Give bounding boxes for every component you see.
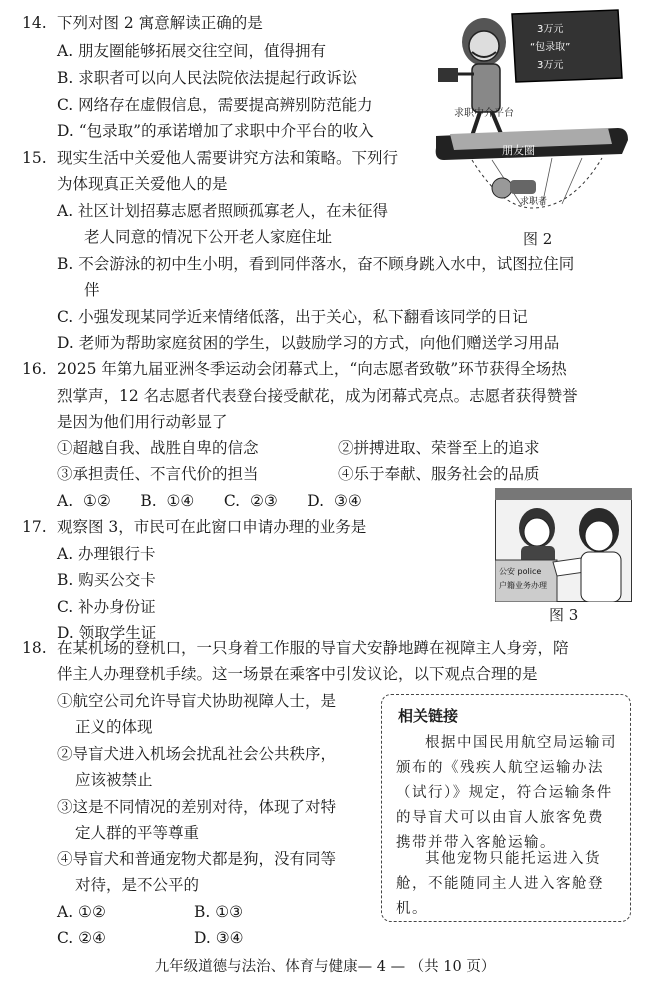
q18-choice-b: B. ①③ — [194, 903, 244, 921]
q18-choice-d: D. ③④ — [194, 929, 244, 947]
q16-statement-3: ③承担责任、不言代价的担当 — [57, 465, 259, 483]
figure-2-caption: 图 2 — [523, 230, 553, 248]
q15-option-a-line-1: A. 社区计划招募志愿者照顾孤寡老人，在未征得 — [57, 202, 389, 220]
q14-option-c: C. 网络存在虚假信息，需要提高辨别防范能力 — [57, 96, 373, 114]
q16-number: 16. — [22, 360, 47, 378]
fig3-window-label: 公安 police — [499, 567, 542, 576]
q18-statement-1-line-2: 正义的体现 — [75, 718, 153, 736]
related-link-box — [381, 694, 631, 922]
fig3-window-sign: 户籍业务办理 — [499, 581, 547, 590]
q18-stem-line-2: 伴主人办理登机手续。这一场景在乘客中引发议论，以下观点合理的是 — [57, 665, 538, 683]
q18-statement-3-line-1: ③这是不同情况的差别对待，体现了对特 — [57, 798, 337, 816]
figure-2-cartoon — [432, 8, 632, 223]
fig2-sign-text-3: 3万元 — [537, 60, 564, 71]
fig2-sign-text-1: 3万元 — [537, 24, 564, 35]
related-link-paragraph-1: 根据中国民用航空局运输司颁布的《残疾人航空运输办法（试行）》规定，符合运输条件的导盲犬可以由盲人旅客免费携带并带入客舱运输。 — [396, 735, 617, 851]
fig2-phone-label: 朋友圈 — [502, 144, 535, 157]
q15-option-d: D. 老师为帮助家庭贫困的学生，以鼓励学习的方式，向他们赠送学习用品 — [57, 334, 560, 352]
q16-stem-line-2: 烈掌声，12 名志愿者代表登台接受献花，成为闭幕式亮点。志愿者获得赞誉 — [57, 387, 578, 405]
q17-stem: 观察图 3，市民可在此窗口申请办理的业务是 — [57, 518, 367, 536]
fig2-jobseeker-label: 求职者 — [520, 197, 548, 207]
fig2-sign-text-2: “包录取” — [530, 42, 571, 53]
q16-choices: A. ①② B. ①④ C. ②③ D. ③④ — [57, 492, 362, 510]
related-link-paragraph-2: 其他宠物只能托运进入货舱，不能随同主人进入客舱登机。 — [396, 851, 604, 917]
q16-stem-line-3: 是因为他们用行动彰显了 — [57, 413, 228, 431]
q15-option-c: C. 小强发现某同学近来情绪低落，出于关心，私下翻看该同学的日记 — [57, 308, 528, 326]
figure-3-cartoon — [495, 488, 632, 602]
q18-statement-4-line-1: ④导盲犬和普通宠物犬都是狗，没有同等 — [57, 850, 337, 868]
q18-statement-1-line-1: ①航空公司允许导盲犬协助视障人士，是 — [57, 692, 337, 710]
figure-3-caption: 图 3 — [549, 606, 579, 624]
q17-option-a: A. 办理银行卡 — [57, 545, 156, 563]
q15-option-b-line-2: 伴 — [84, 281, 100, 299]
q15-option-b-line-1: B. 不会游泳的初中生小明，看到同伴落水，奋不顾身跳入水中，试图拉住同 — [57, 255, 575, 273]
q16-statement-4: ④乐于奉献、服务社会的品质 — [338, 465, 540, 483]
q15-stem-line-1: 现实生活中关爱他人需要讲究方法和策略。下列行 — [57, 149, 399, 167]
q18-statement-3-line-2: 定人群的平等尊重 — [75, 824, 200, 842]
q14-option-d: D. “包录取”的承诺增加了求职中介平台的收入 — [57, 122, 374, 140]
q17-number: 17. — [22, 518, 47, 536]
q18-stem-line-1: 在某机场的登机口，一只身着工作服的导盲犬安静地蹲在视障主人身旁，陪 — [57, 639, 569, 657]
q18-choice-c: C. ②④ — [57, 929, 106, 947]
q18-statement-2-line-1: ②导盲犬进入机场会扰乱社会公共秩序， — [57, 745, 337, 763]
page-footer: 九年级道德与法治、体育与健康— 4 — （共 10 页） — [154, 959, 496, 975]
q18-statement-2-line-2: 应该被禁止 — [75, 771, 153, 789]
q16-statement-1: ①超越自我、战胜自卑的信念 — [57, 439, 259, 457]
q17-option-b: B. 购买公交卡 — [57, 571, 156, 589]
q14-option-b: B. 求职者可以向人民法院依法提起行政诉讼 — [57, 69, 358, 87]
q15-number: 15. — [22, 149, 47, 167]
fig2-agency-label: 求职中介平台 — [454, 108, 514, 119]
q18-choice-a: A. ①② — [57, 903, 106, 921]
q16-statement-2: ②拼搏进取、荣誉至上的追求 — [338, 439, 540, 457]
q15-stem-line-2: 为体现真正关爱他人的是 — [57, 175, 228, 193]
related-link-title: 相关链接 — [398, 707, 459, 725]
q14-option-a: A. 朋友圈能够拓展交往空间，值得拥有 — [57, 42, 327, 60]
q17-option-c: C. 补办身份证 — [57, 598, 156, 616]
q14-number: 14. — [22, 14, 47, 32]
q17-option-d: D. 领取学生证 — [57, 624, 157, 642]
q15-option-a-line-2: 老人同意的情况下公开老人家庭住址 — [84, 228, 333, 246]
q18-statement-4-line-2: 对待，是不公平的 — [75, 876, 200, 894]
q14-stem: 下列对图 2 寓意解读正确的是 — [57, 14, 263, 32]
q16-stem-line-1: 2025 年第九届亚洲冬季运动会闭幕式上，“向志愿者致敬”环节获得全场热 — [57, 360, 567, 378]
q18-number: 18. — [22, 639, 47, 657]
